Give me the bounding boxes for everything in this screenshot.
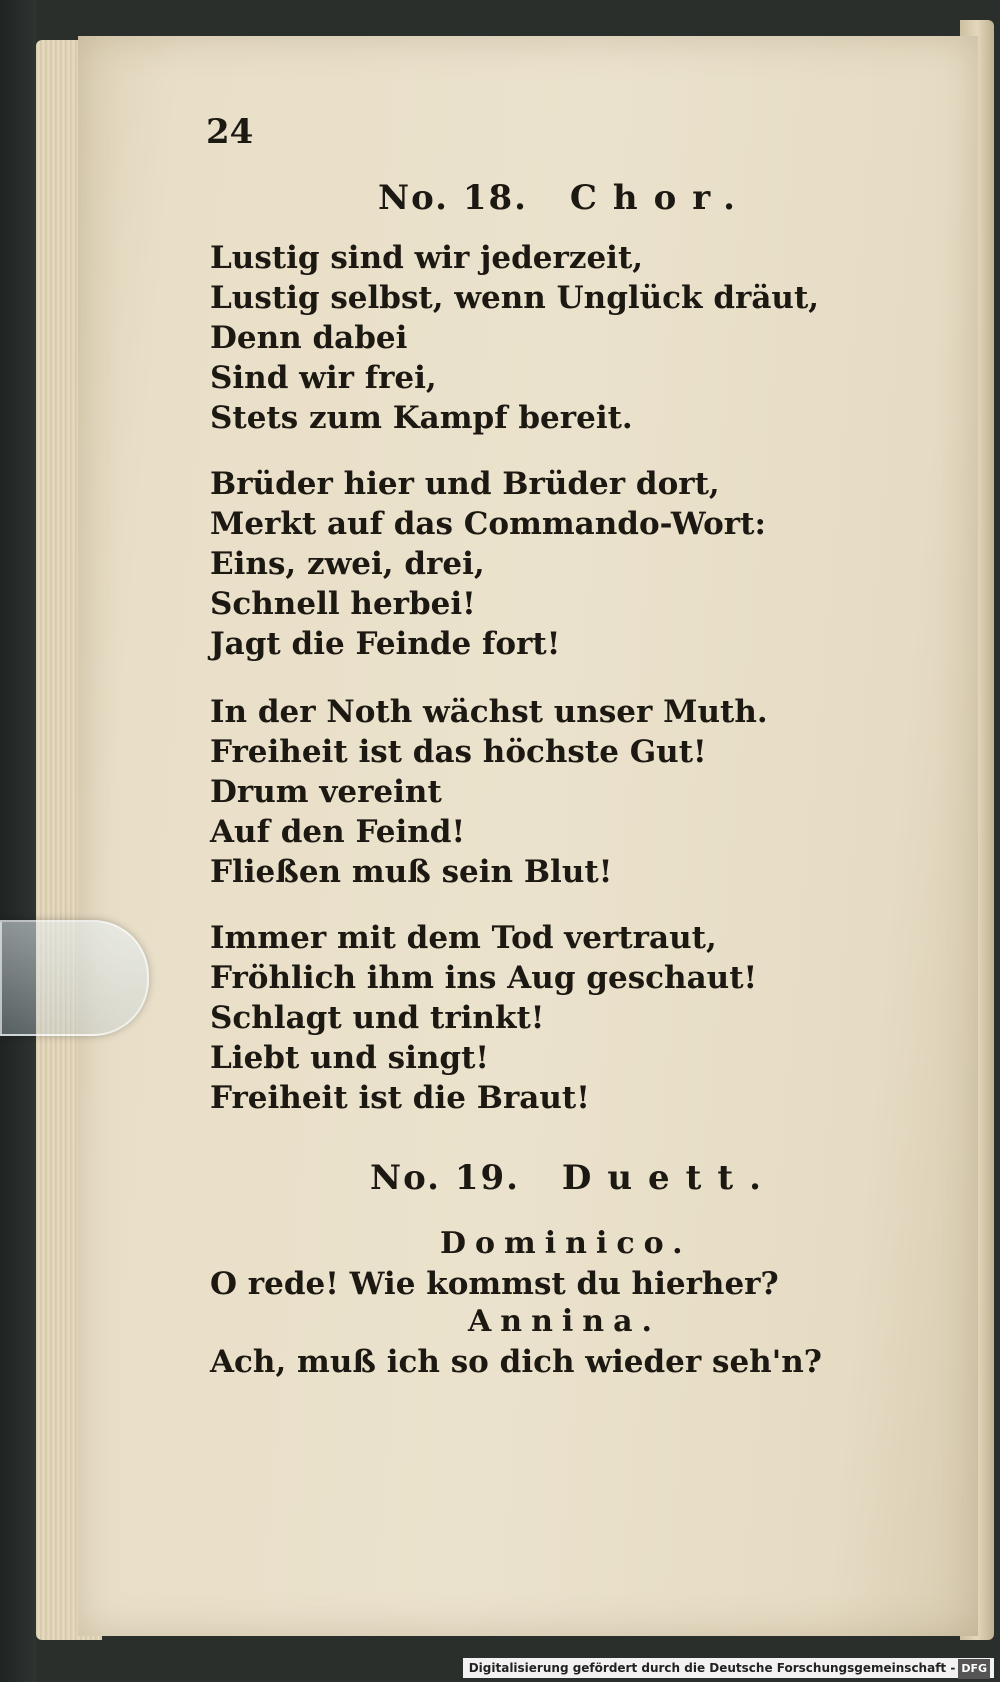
section-title: Chor.	[569, 178, 751, 218]
stanza-4	[210, 918, 757, 1118]
digitization-footer	[463, 1658, 994, 1678]
dfg-logo: DFG	[958, 1659, 990, 1679]
verse-line: Schlagt und trinkt!	[210, 1000, 545, 1036]
verse-line: Merkt auf das Commando-Wort:	[210, 506, 766, 542]
footer-text: Digitalisierung gefördert durch die Deutsche Forschungsgemeinschaft -	[468, 1661, 956, 1675]
verse-line: Schnell herbei!	[210, 586, 476, 622]
verse-line: Freiheit ist die Braut!	[210, 1080, 590, 1116]
verse-line: Lustig sind wir jederzeit,	[210, 240, 644, 276]
section-number: No. 19.	[370, 1158, 520, 1198]
backdrop	[0, 0, 36, 1682]
plastic-page-clip	[0, 920, 149, 1036]
page-number: 24	[206, 112, 254, 152]
stanza-2	[210, 464, 766, 664]
verse-line: Freiheit ist das höchste Gut!	[210, 734, 707, 770]
verse-line: Jagt die Feinde fort!	[210, 626, 561, 662]
verse-line: Stets zum Kampf bereit.	[210, 400, 633, 436]
verse-line: In der Noth wächst unser Muth.	[210, 694, 768, 730]
verse-line: Lustig selbst, wenn Unglück dräut,	[210, 280, 820, 316]
stanza-1	[210, 238, 819, 438]
verse-line: Denn dabei	[210, 320, 408, 356]
verse-line: Sind wir frei,	[210, 360, 437, 396]
section-heading-18	[378, 178, 751, 218]
section-number: No. 18.	[378, 178, 528, 218]
verse-line: Auf den Feind!	[210, 814, 466, 850]
verse-line: Drum vereint	[210, 774, 442, 810]
section-title: Duett.	[561, 1158, 777, 1198]
verse-line: Fließen muß sein Blut!	[210, 854, 613, 890]
verse-line: Liebt und singt!	[210, 1040, 489, 1076]
verse-line: O rede! Wie kommst du hierher?	[210, 1266, 779, 1302]
verse-line: Immer mit dem Tod vertraut,	[210, 920, 717, 956]
verse-line: Ach, muß ich so dich wieder seh'n?	[210, 1344, 822, 1380]
verse-line: Eins, zwei, drei,	[210, 546, 485, 582]
section-heading-19	[370, 1158, 777, 1198]
speaker-name: Dominico.	[440, 1226, 692, 1261]
dialogue-line-1	[210, 1264, 779, 1304]
speaker-name: Annina.	[468, 1304, 661, 1339]
stanza-3	[210, 692, 768, 892]
dialogue-line-2	[210, 1342, 822, 1382]
verse-line: Fröhlich ihm ins Aug geschaut!	[210, 960, 758, 996]
verse-line: Brüder hier und Brüder dort,	[210, 466, 720, 502]
